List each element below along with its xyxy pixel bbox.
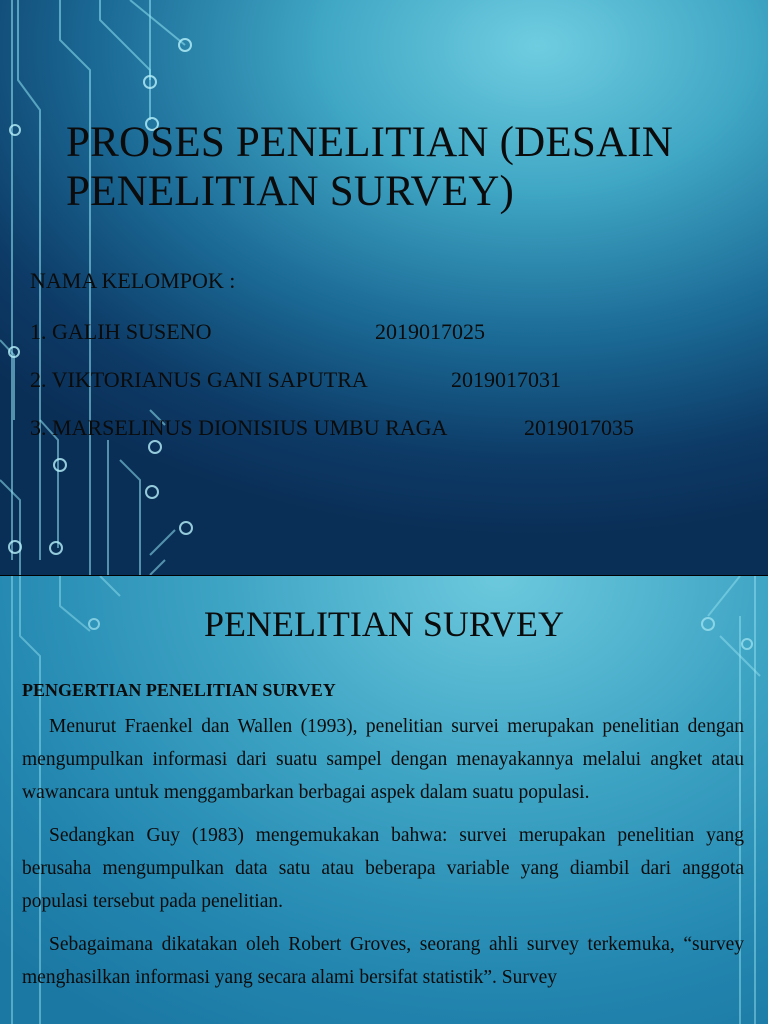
slide-survey-title: PENELITIAN SURVEY xyxy=(203,604,565,644)
group-label: NAMA KELOMPOK : xyxy=(30,268,236,293)
paragraph-2: Sedangkan Guy (1983) mengemukakan bahwa: survei merupakan penelitian yang berusaha mengumpulkan data satu atau beberapa variable yang diambil dari anggota populasi tersebut pada penelitian. xyxy=(22,825,744,912)
member-3-nim: 2019017035 xyxy=(524,415,634,440)
member-1-nim: 2019017025 xyxy=(375,319,485,344)
slide-title-heading xyxy=(66,118,746,216)
slide-survey xyxy=(0,576,768,1024)
paragraph-1: Menurut Fraenkel dan Wallen (1993), penelitian survei merupakan penelitian dengan mengumpulkan informasi dari suatu sampel dengan menayakannya melalui angket atau wawancara untuk menggambarkan berbagai aspek dalam suatu populasi. xyxy=(22,716,744,803)
section-subheading: PENGERTIAN PENELITIAN SURVEY xyxy=(22,680,336,700)
title-line-1: PROSES PENELITIAN (DESAIN xyxy=(66,119,673,166)
paragraph-3: Sebagaimana dikatakan oleh Robert Groves, seorang ahli survey terkemuka, “survey menghasilkan informasi yang secara alami bersifat statistik”. Survey xyxy=(22,934,744,988)
member-2: 2. VIKTORIANUS GANI SAPUTRA xyxy=(30,367,368,392)
member-2-nim: 2019017031 xyxy=(451,367,561,392)
member-1: 1. GALIH SUSENO xyxy=(30,319,212,344)
title-line-2: PENELITIAN SURVEY) xyxy=(66,168,515,215)
member-3: 3. MARSELINUS DIONISIUS UMBU RAGA xyxy=(30,415,448,440)
slide-survey-body xyxy=(22,674,744,1004)
